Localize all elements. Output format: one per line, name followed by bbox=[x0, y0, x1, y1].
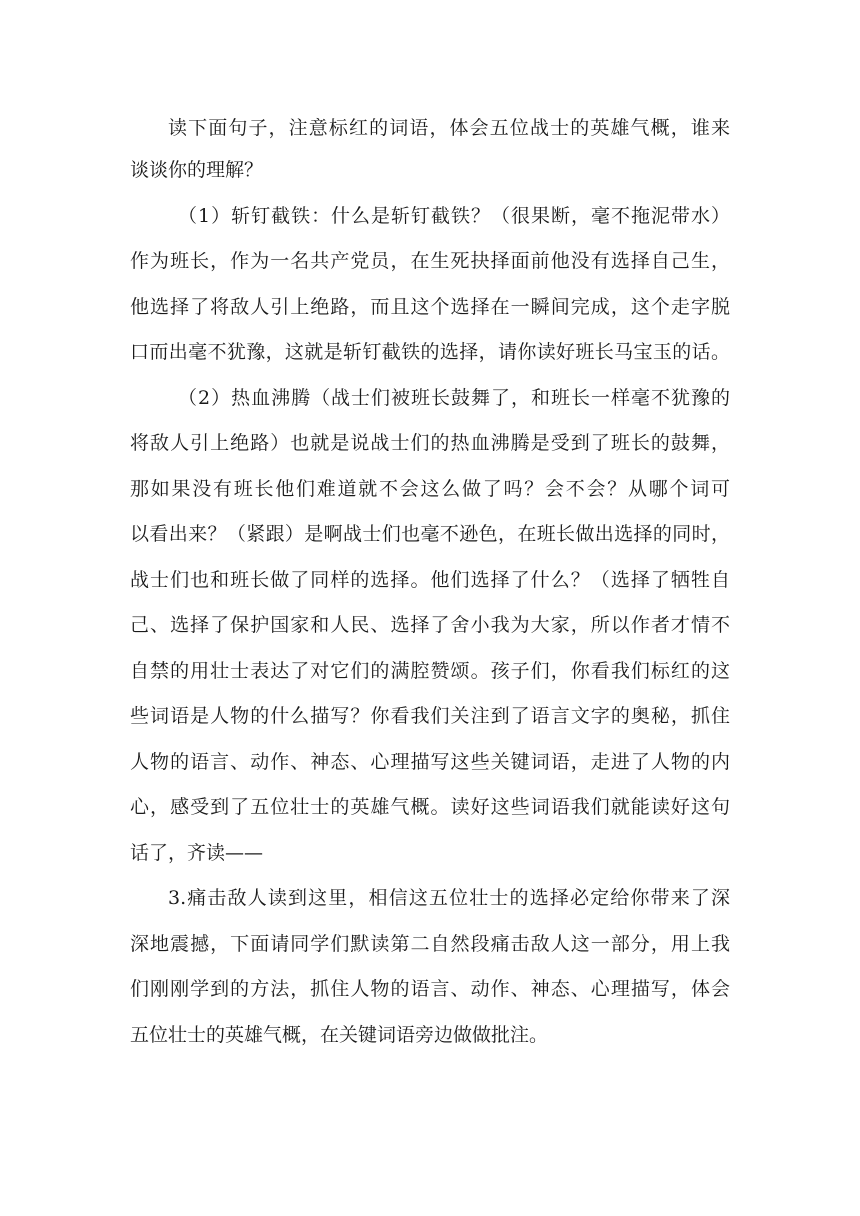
paragraph-line: 自禁的用壮士表达了对它们的满腔赞颂。孩子们，你看我们标红的这 bbox=[130, 660, 730, 682]
paragraph-line: 们刚刚学到的方法，抓住人物的语言、动作、神态、心理描写，体会 bbox=[130, 978, 730, 1000]
paragraph-line: 3.痛击敌人读到这里，相信这五位壮士的选择必定给你带来了深 bbox=[168, 887, 730, 909]
paragraph-line: 谈谈你的理解？ bbox=[130, 159, 264, 181]
paragraph-line: 心，感受到了五位壮士的英雄气概。读好这些词语我们就能读好这句 bbox=[130, 796, 730, 818]
paragraph-line: 人物的语言、动作、神态、心理描写这些关键词语，走进了人物的内 bbox=[130, 751, 730, 773]
paragraph-line: 以看出来？（紧跟）是啊战士们也毫不逊色，在班长做出选择的同时， bbox=[130, 523, 730, 545]
paragraph-line: 读下面句子，注意标红的词语，体会五位战士的英雄气概，谁来 bbox=[168, 117, 730, 139]
paragraph-line: 些词语是人物的什么描写？你看我们关注到了语言文字的奥秘，抓住 bbox=[130, 705, 730, 727]
paragraph-line: 己、选择了保护国家和人民、选择了舍小我为大家，所以作者才情不 bbox=[130, 614, 730, 636]
paragraph-line: 那如果没有班长他们难道就不会这么做了吗？会不会？从哪个词可 bbox=[130, 478, 730, 500]
paragraph-line: （2）热血沸腾（战士们被班长鼓舞了，和班长一样毫不犹豫的 bbox=[178, 387, 730, 409]
paragraph-line: 口而出毫不犹豫，这就是斩钉截铁的选择，请你读好班长马宝玉的话。 bbox=[130, 341, 730, 363]
paragraph-line: 五位壮士的英雄气概，在关键词语旁边做做批注。 bbox=[130, 1024, 549, 1046]
paragraph-line: 作为班长，作为一名共产党员，在生死抉择面前他没有选择自己生， bbox=[130, 250, 730, 272]
paragraph-line: 话了，齐读—— bbox=[130, 842, 264, 864]
paragraph-line: （1）斩钉截铁：什么是斩钉截铁？（很果断，毫不拖泥带水） bbox=[178, 205, 730, 227]
paragraph-line: 他选择了将敌人引上绝路，而且这个选择在一瞬间完成，这个走字脱 bbox=[130, 296, 730, 318]
paragraph-line: 将敌人引上绝路）也就是说战士们的热血沸腾是受到了班长的鼓舞， bbox=[130, 432, 730, 454]
paragraph-line: 深地震撼，下面请同学们默读第二自然段痛击敌人这一部分，用上我 bbox=[130, 933, 730, 955]
paragraph-line: 战士们也和班长做了同样的选择。他们选择了什么？（选择了牺牲自 bbox=[130, 569, 730, 591]
